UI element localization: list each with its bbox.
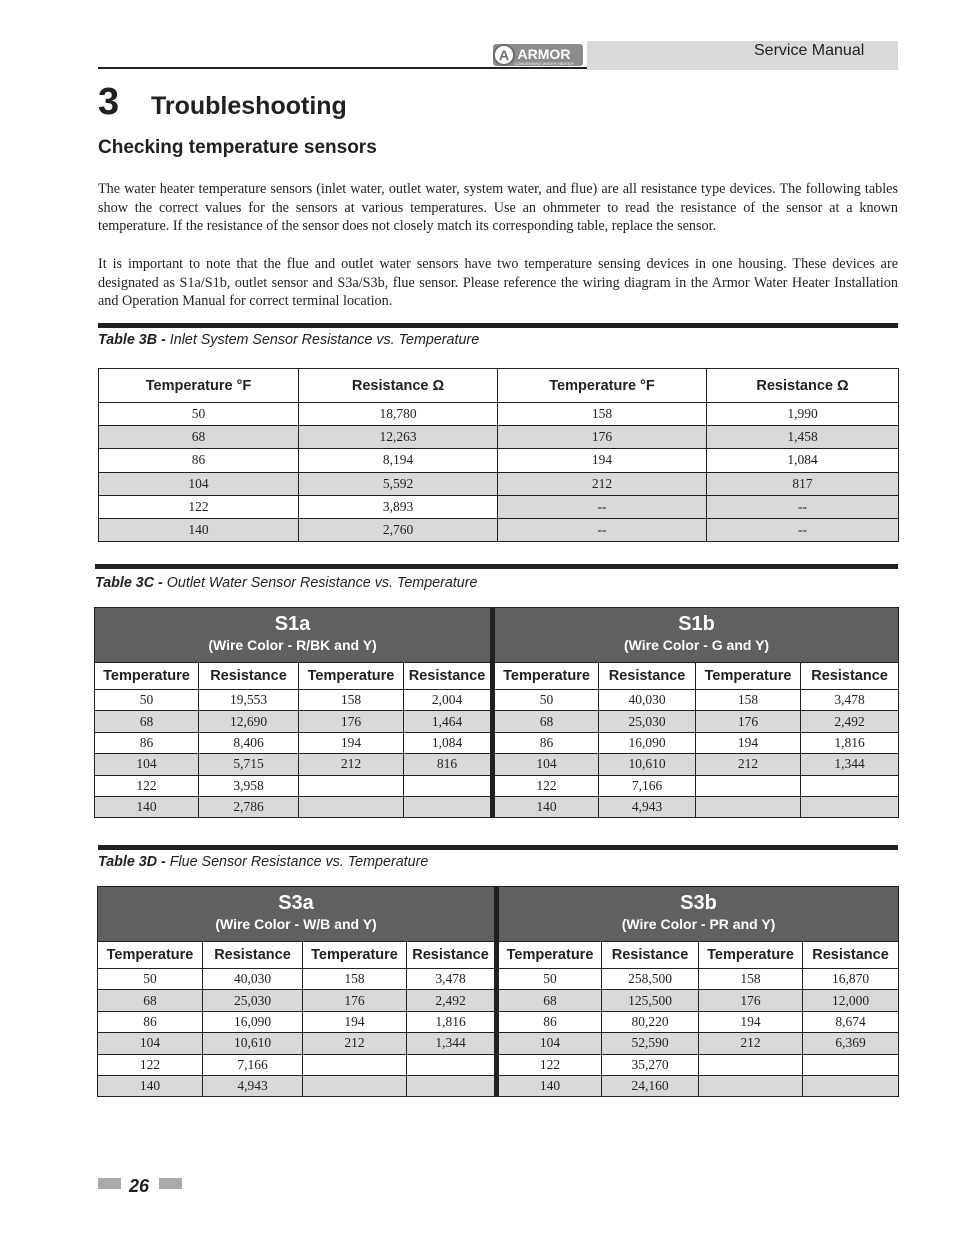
table-cell: 176 <box>498 426 707 449</box>
table-cell: 194 <box>696 732 801 753</box>
table-row <box>98 1054 899 1075</box>
table-cell: 35,270 <box>602 1054 699 1075</box>
table3b-header: Temperature °F <box>498 369 707 403</box>
table-cell: 816 <box>404 754 493 775</box>
table-cell: 68 <box>95 711 199 732</box>
column-header: Temperature <box>699 942 803 969</box>
table-cell: 1,990 <box>707 403 899 426</box>
table3d-group-row <box>98 887 899 942</box>
table-cell: 68 <box>99 426 299 449</box>
chapter-title: Troubleshooting <box>151 92 347 120</box>
table-cell <box>803 1054 899 1075</box>
table3c-header-row <box>95 663 899 690</box>
svg-text:A: A <box>498 47 510 63</box>
column-header: Resistance <box>803 942 899 969</box>
column-header: Resistance <box>404 663 493 690</box>
table-cell <box>407 1054 497 1075</box>
table-cell: 122 <box>99 495 299 518</box>
table-cell: 12,690 <box>199 711 299 732</box>
table-cell: 158 <box>498 403 707 426</box>
column-header: Temperature <box>299 663 404 690</box>
table-cell: 140 <box>98 1075 203 1096</box>
table-cell: 16,870 <box>803 969 899 990</box>
table-cell: 1,816 <box>801 732 899 753</box>
table-cell: 212 <box>303 1033 407 1054</box>
table-cell: 86 <box>95 732 199 753</box>
table-cell: -- <box>707 495 899 518</box>
table-cell: 158 <box>299 690 404 711</box>
table-cell: 1,084 <box>707 449 899 472</box>
table-row <box>95 711 899 732</box>
table-cell <box>696 796 801 817</box>
table-row <box>99 495 899 518</box>
table3b-caption: Table 3B - Inlet System Sensor Resistance vs. Temperature <box>98 332 480 348</box>
table-row <box>99 426 899 449</box>
table-cell: 140 <box>99 518 299 541</box>
table3d <box>97 886 899 1097</box>
column-header: Resistance <box>199 663 299 690</box>
table-cell: 10,610 <box>203 1033 303 1054</box>
table-cell: 194 <box>498 449 707 472</box>
table-cell: 176 <box>303 990 407 1011</box>
table-cell: 140 <box>493 796 599 817</box>
table-cell: 50 <box>95 690 199 711</box>
table-cell: 3,478 <box>407 969 497 990</box>
group-header-s1a: S1a (Wire Color - R/BK and Y) <box>95 608 493 663</box>
table3d-rule <box>98 845 898 850</box>
column-header: Temperature <box>696 663 801 690</box>
table3b <box>98 368 899 542</box>
table-cell: 140 <box>497 1075 602 1096</box>
group-header-s3a: S3a (Wire Color - W/B and Y) <box>98 887 497 942</box>
table-cell: 68 <box>98 990 203 1011</box>
column-header: Temperature <box>493 663 599 690</box>
footer-bar-right <box>159 1178 182 1189</box>
table3c <box>94 607 899 818</box>
table-cell: 104 <box>493 754 599 775</box>
chapter-number: 3 <box>98 81 120 123</box>
table-cell: 104 <box>99 472 299 495</box>
table3c-group-row <box>95 608 899 663</box>
table-cell <box>404 775 493 796</box>
table-cell: 176 <box>299 711 404 732</box>
footer-bar-left <box>98 1178 121 1189</box>
table-cell: 104 <box>497 1033 602 1054</box>
table-cell: 104 <box>95 754 199 775</box>
table-cell: 8,194 <box>299 449 498 472</box>
table-row <box>95 796 899 817</box>
table-cell: 7,166 <box>203 1054 303 1075</box>
table-cell: 212 <box>699 1033 803 1054</box>
table-cell: 18,780 <box>299 403 498 426</box>
table-row <box>98 1033 899 1054</box>
table-row <box>95 690 899 711</box>
table-cell: 86 <box>493 732 599 753</box>
table-cell: 24,160 <box>602 1075 699 1096</box>
table-row <box>99 449 899 472</box>
table-cell: 2,760 <box>299 518 498 541</box>
table-cell: 122 <box>98 1054 203 1075</box>
table-cell: 2,786 <box>199 796 299 817</box>
table-cell <box>303 1075 407 1096</box>
table-cell: 212 <box>498 472 707 495</box>
logo-subtext: CONDENSING WATER HEATER <box>514 61 574 66</box>
table-cell: 125,500 <box>602 990 699 1011</box>
table-cell: 19,553 <box>199 690 299 711</box>
table-cell <box>803 1075 899 1096</box>
table-cell: 1,084 <box>404 732 493 753</box>
table-cell: 176 <box>696 711 801 732</box>
table-cell: 212 <box>299 754 404 775</box>
table3b-rule <box>98 323 898 328</box>
table-cell: -- <box>498 495 707 518</box>
table-cell: 40,030 <box>599 690 696 711</box>
column-header: Resistance <box>407 942 497 969</box>
header-title: Service Manual <box>754 42 865 59</box>
table-row <box>99 403 899 426</box>
table3b-header: Resistance Ω <box>299 369 498 403</box>
table-cell: 86 <box>497 1011 602 1032</box>
table-cell <box>404 796 493 817</box>
logo-text: ARMOR <box>517 46 571 62</box>
table-cell <box>801 775 899 796</box>
table-cell: 212 <box>696 754 801 775</box>
group-header-s1b: S1b (Wire Color - G and Y) <box>493 608 899 663</box>
table-cell: 12,000 <box>803 990 899 1011</box>
table-cell: 1,344 <box>801 754 899 775</box>
table-cell <box>407 1075 497 1096</box>
table-cell: 25,030 <box>203 990 303 1011</box>
table-cell: 194 <box>299 732 404 753</box>
table-cell: 68 <box>497 990 602 1011</box>
table3d-caption: Table 3D - Flue Sensor Resistance vs. Temperature <box>98 854 429 870</box>
table-cell: 140 <box>95 796 199 817</box>
table-cell: 122 <box>493 775 599 796</box>
table-cell: 80,220 <box>602 1011 699 1032</box>
column-header: Temperature <box>95 663 199 690</box>
table3b-header-row <box>99 369 899 403</box>
table-cell: 122 <box>95 775 199 796</box>
table-cell: -- <box>707 518 899 541</box>
column-header: Resistance <box>599 663 696 690</box>
table-cell: 104 <box>98 1033 203 1054</box>
table3c-rule <box>95 564 898 569</box>
table-cell: 16,090 <box>599 732 696 753</box>
table-cell: 3,478 <box>801 690 899 711</box>
table-cell: 40,030 <box>203 969 303 990</box>
table-cell: 6,369 <box>803 1033 899 1054</box>
table-cell: 5,592 <box>299 472 498 495</box>
column-header: Resistance <box>203 942 303 969</box>
table-cell: 158 <box>699 969 803 990</box>
table-cell: 2,004 <box>404 690 493 711</box>
table-cell: 86 <box>99 449 299 472</box>
table-cell <box>696 775 801 796</box>
table-cell <box>299 796 404 817</box>
table-cell <box>699 1054 803 1075</box>
table-cell: 8,674 <box>803 1011 899 1032</box>
table-cell <box>699 1075 803 1096</box>
intro-paragraph: The water heater temperature sensors (inlet water, outlet water, system water, and flue) are all resistance type devices. The following tables show the correct values for the sensors at various temperatures. Use an ohmmeter to read the resistance of the sensor at a known temperature. If the resistance of the sensor does not closely match its corresponding table, replace the sensor. <box>98 181 898 235</box>
table-cell: 8,406 <box>199 732 299 753</box>
table-cell: 1,464 <box>404 711 493 732</box>
table3b-header: Temperature °F <box>99 369 299 403</box>
table-row <box>95 754 899 775</box>
table-cell: 3,958 <box>199 775 299 796</box>
table3b-header: Resistance Ω <box>707 369 899 403</box>
table-row <box>98 1075 899 1096</box>
note-paragraph: It is important to note that the flue and outlet water sensors have two temperature sensing devices in one housing. These devices are designated as S1a/S1b, outlet sensor and S3a/S3b, flue sensor. Please reference the wiring diagram in the Armor Water Heater Installation and Operation Manual for correct terminal location. <box>98 256 898 310</box>
column-header: Temperature <box>303 942 407 969</box>
table-cell: 122 <box>497 1054 602 1075</box>
table-cell: 158 <box>303 969 407 990</box>
table-cell: 1,458 <box>707 426 899 449</box>
table-cell <box>303 1054 407 1075</box>
section-title: Checking temperature sensors <box>98 137 377 158</box>
table-row <box>99 518 899 541</box>
table-cell: 4,943 <box>203 1075 303 1096</box>
page-number: 26 <box>129 1176 150 1196</box>
table-cell: 52,590 <box>602 1033 699 1054</box>
table-cell: 25,030 <box>599 711 696 732</box>
table-row <box>95 775 899 796</box>
table-cell: 4,943 <box>599 796 696 817</box>
table-cell: 68 <box>493 711 599 732</box>
table-cell: 1,344 <box>407 1033 497 1054</box>
column-header: Temperature <box>497 942 602 969</box>
table-cell: 3,893 <box>299 495 498 518</box>
table-cell: 2,492 <box>801 711 899 732</box>
column-header: Resistance <box>801 663 899 690</box>
table-cell: 2,492 <box>407 990 497 1011</box>
table-cell: 86 <box>98 1011 203 1032</box>
table-cell: 50 <box>497 969 602 990</box>
table-cell: 194 <box>303 1011 407 1032</box>
table-cell: -- <box>498 518 707 541</box>
table3c-caption: Table 3C - Outlet Water Sensor Resistance vs. Temperature <box>95 575 478 591</box>
table-row <box>99 472 899 495</box>
armor-logo <box>492 43 588 69</box>
table-cell: 50 <box>99 403 299 426</box>
table-cell: 158 <box>696 690 801 711</box>
table-cell: 176 <box>699 990 803 1011</box>
table-cell: 817 <box>707 472 899 495</box>
column-header: Resistance <box>602 942 699 969</box>
column-header: Temperature <box>98 942 203 969</box>
table-row <box>98 1011 899 1032</box>
table-row <box>98 990 899 1011</box>
table-cell: 258,500 <box>602 969 699 990</box>
table-cell: 194 <box>699 1011 803 1032</box>
group-header-s3b: S3b (Wire Color - PR and Y) <box>497 887 899 942</box>
table-cell <box>299 775 404 796</box>
table-cell: 1,816 <box>407 1011 497 1032</box>
table-cell: 5,715 <box>199 754 299 775</box>
table-cell: 50 <box>493 690 599 711</box>
table-row <box>95 732 899 753</box>
table-cell: 7,166 <box>599 775 696 796</box>
table-cell <box>801 796 899 817</box>
table3d-header-row <box>98 942 899 969</box>
table-cell: 16,090 <box>203 1011 303 1032</box>
table-cell: 10,610 <box>599 754 696 775</box>
table-cell: 50 <box>98 969 203 990</box>
table-cell: 12,263 <box>299 426 498 449</box>
table-row <box>98 969 899 990</box>
